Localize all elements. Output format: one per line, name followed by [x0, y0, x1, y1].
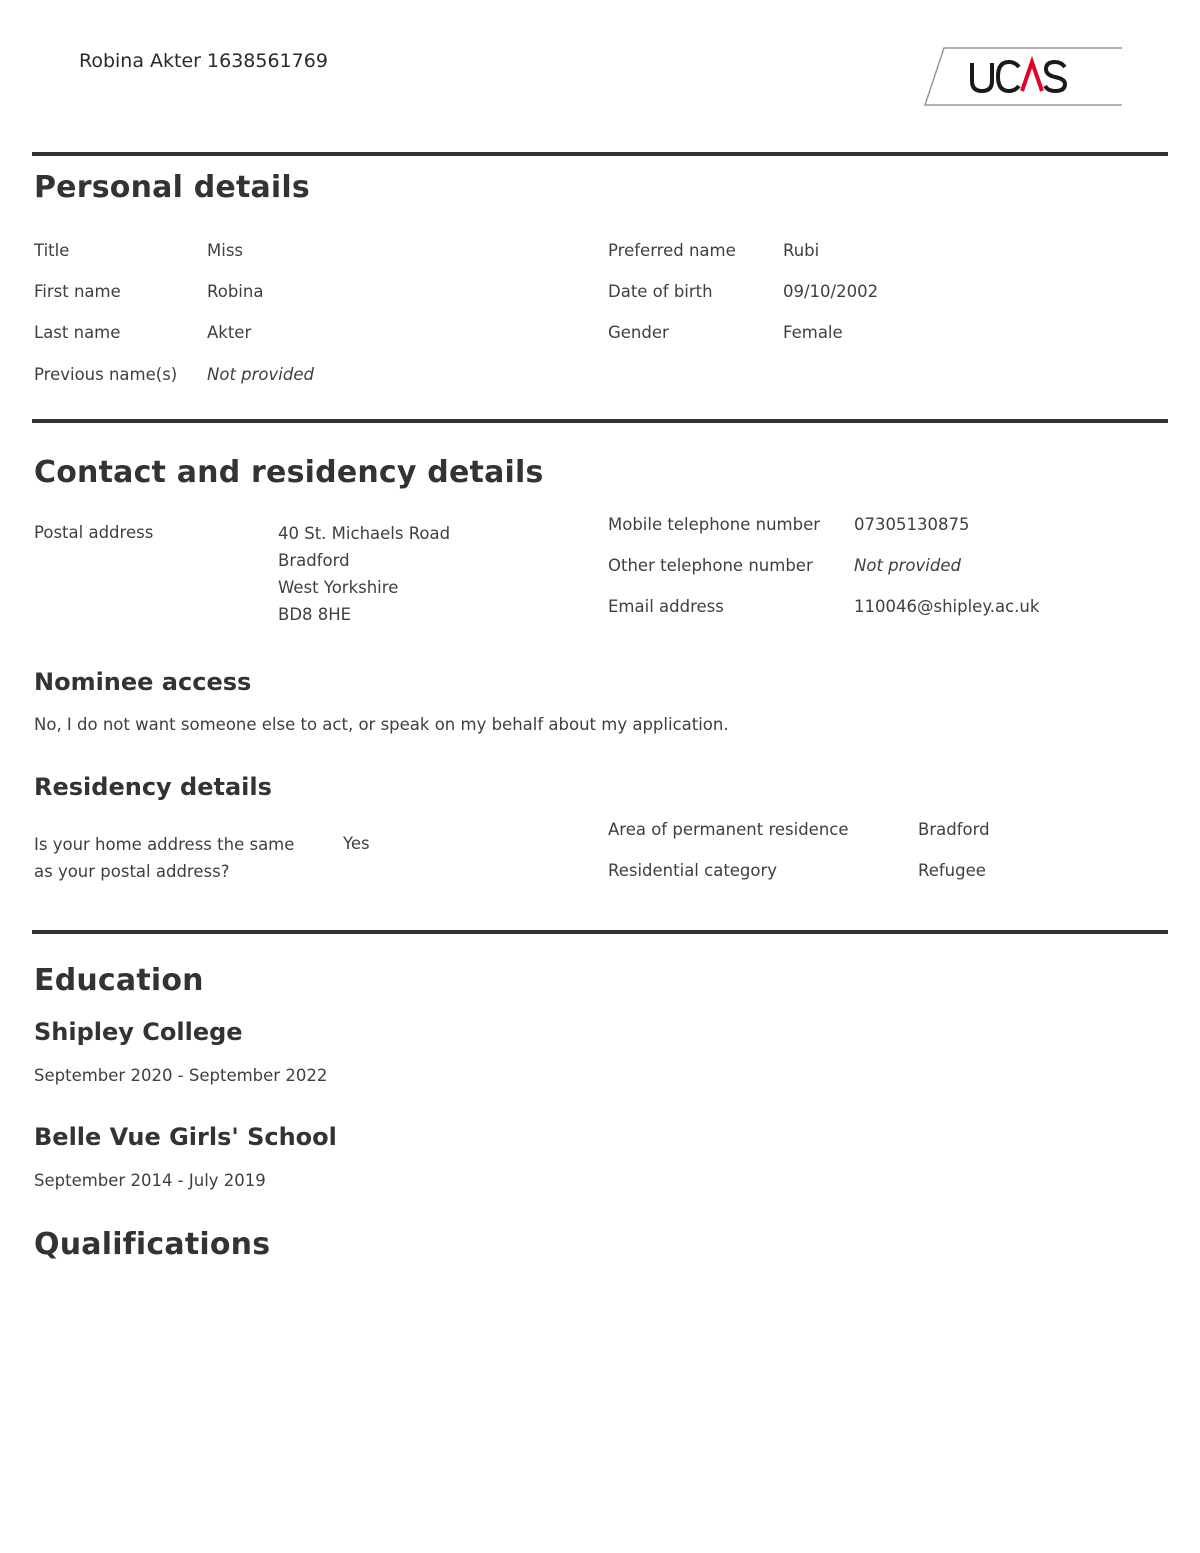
nominee-access-text: No, I do not want someone else to act, or speak on my behalf about my application.	[34, 715, 729, 734]
title-label: Title	[34, 241, 70, 260]
preferred-name-value: Rubi	[783, 241, 820, 260]
last-name-label: Last name	[34, 323, 121, 342]
date-of-birth-label: Date of birth	[608, 282, 713, 301]
title-value: Miss	[207, 241, 244, 260]
first-name-label: First name	[34, 282, 121, 301]
postal-address-line: 40 St. Michaels Road	[278, 524, 451, 543]
school-dates: September 2014 - July 2019	[34, 1171, 266, 1190]
permanent-residence-value: Bradford	[918, 820, 990, 839]
permanent-residence-label: Area of permanent residence	[608, 820, 849, 839]
mobile-phone-value: 07305130875	[854, 515, 970, 534]
gender-value: Female	[783, 323, 843, 342]
ucas-logo-text	[970, 60, 973, 61]
home-address-answer: Yes	[343, 834, 370, 853]
home-address-question-line: Is your home address the same	[34, 835, 295, 854]
nominee-access-heading: Nominee access	[34, 668, 252, 696]
postal-address-line: West Yorkshire	[278, 578, 399, 597]
school-name: Shipley College	[34, 1018, 243, 1046]
section-divider	[32, 930, 1168, 934]
other-phone-label: Other telephone number	[608, 556, 813, 575]
postal-address-label: Postal address	[34, 523, 154, 542]
residential-category-label: Residential category	[608, 861, 778, 880]
gender-label: Gender	[608, 323, 669, 342]
home-address-question-line: as your postal address?	[34, 862, 230, 881]
postal-address-value	[278, 520, 450, 628]
mobile-phone-label: Mobile telephone number	[608, 515, 821, 534]
email-value: 110046@shipley.ac.uk	[854, 597, 1040, 616]
residential-category-value: Refugee	[918, 861, 986, 880]
first-name-value: Robina	[207, 282, 264, 301]
previous-names-label: Previous name(s)	[34, 365, 178, 384]
last-name-value: Akter	[207, 323, 252, 342]
section-divider	[32, 152, 1168, 156]
preferred-name-label: Preferred name	[608, 241, 736, 260]
contact-residency-heading: Contact and residency details	[34, 455, 544, 490]
other-phone-value: Not provided	[854, 556, 961, 575]
ucas-logo	[924, 47, 1124, 107]
previous-names-value: Not provided	[207, 365, 314, 384]
candidate-name-id: Robina Akter 1638561769	[79, 50, 328, 72]
section-divider	[32, 419, 1168, 423]
education-heading: Education	[34, 963, 204, 998]
school-name: Belle Vue Girls' School	[34, 1123, 337, 1151]
residency-details-heading: Residency details	[34, 773, 272, 801]
personal-details-heading: Personal details	[34, 170, 310, 205]
date-of-birth-value: 09/10/2002	[783, 282, 879, 301]
school-dates: September 2020 - September 2022	[34, 1066, 328, 1085]
email-label: Email address	[608, 597, 724, 616]
qualifications-heading: Qualifications	[34, 1227, 271, 1262]
home-address-question	[34, 831, 294, 885]
postal-address-line: BD8 8HE	[278, 605, 352, 624]
postal-address-line: Bradford	[278, 551, 350, 570]
